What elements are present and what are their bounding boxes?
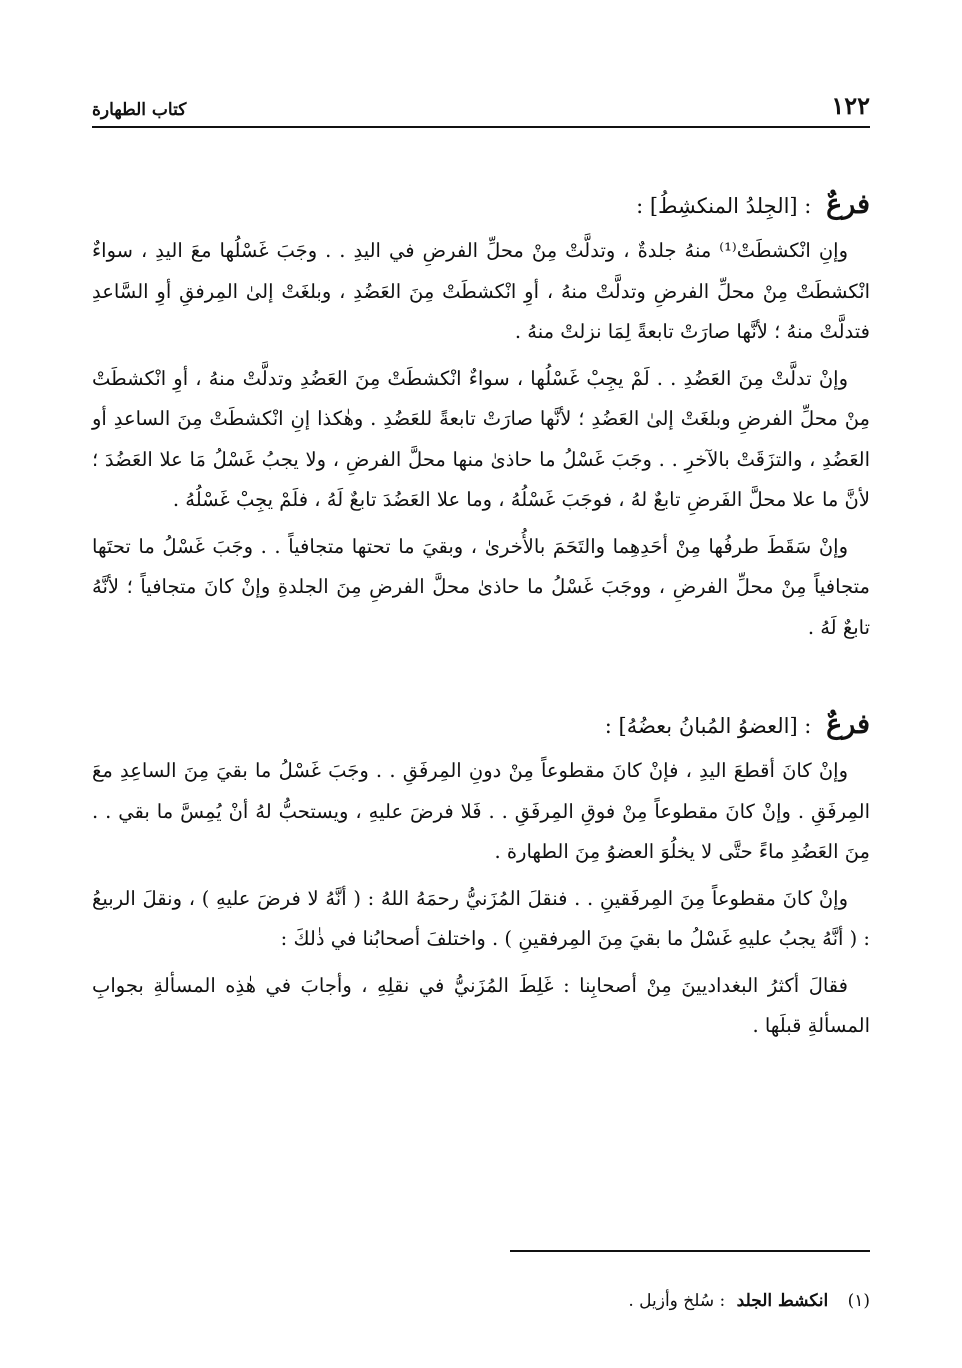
paragraph: فقالَ أكثرُ البغداديينَ مِنْ أصحابِنا : غَلِطَ المُزَنيُّ في نقلِهِ ، وأجابَ في هٰذِه المسألةِ بجوابِ المسألةِ قبلَها . <box>92 973 870 1037</box>
footnote-divider <box>510 1250 870 1252</box>
heading-label: فرعٌ <box>826 189 870 220</box>
heading-label: فرعٌ <box>826 709 870 740</box>
paragraph: وإنْ تدلَّتْ مِنَ العَضُدِ . . لَمْ يجِبْ غَسْلُها ، سواءٌ انْكشطَتْ مِنَ العَضُدِ وتدلَّتْ منهُ ، أوِ انْكشطَتْ مِنْ محلِّ الفرضِ وبلغَتْ إلىٰ العَضُدِ ؛ لأنَّها صارَتْ تابعةً للعَضُدِ . وهٰكذا إنِ انْكشطَتْ مِنَ الساعدِ أو العَضُدِ ، والتزَقَتْ بالآخرِ . . وجَبَ غَسْلُ ما حاذىٰ منها محلَّ الفرضِ ، ولا يجبُ غَسْلُ مَا علا العَضُدَ ؛ لأنَّ ما علا محلَّ الفَرضِ تابعٌ لهُ ، فوجَبَ غَسْلُهُ ، وما علا العَضُدَ تابعٌ لَهُ ، فلَمْ يجِبْ غَسْلُهُ . <box>92 366 871 511</box>
page-header <box>92 88 870 128</box>
running-title: كتاب الطهارة <box>92 100 187 120</box>
section-heading <box>92 180 870 231</box>
section-detached-skin <box>92 180 870 648</box>
footnote-definition: : سُلخ وأزيل . <box>628 1291 726 1311</box>
section-heading <box>92 700 870 751</box>
paragraph: وإنْ كانَ أقطعَ اليدِ ، فإنْ كانَ مقطوعاً مِنْ دونِ المِرفَقِ . . وجَبَ غَسْلُ ما بقيَ مِنَ الساعِدِ معَ المِرفَقِ . وإنْ كانَ مقطوعاً مِنْ فوقِ المِرفَقِ . . فَلا فرضَ عليهِ ، ويستحبُّ لهُ أنْ يُمِسَّ ما بقي . . مِنَ العَضُدِ ماءً حتَّى لا يخلُوَ العضوُ مِنَ الطهارة . <box>92 759 870 863</box>
section-severed-limb <box>92 700 870 1047</box>
heading-title: : [العضوُ المُبانُ بعضُهُ] : <box>604 714 812 738</box>
footnote-number: (١) <box>847 1291 870 1311</box>
paragraph: وإنْ كانَ مقطوعاً مِنَ المِرفَقينِ . . فنقلَ المُزَنيُّ رحمَهُ اللهُ : ( أنَّهُ لا فرضَ عليهِ ) ، ونقلَ الربيعُ : ( أنَّهُ يجبُ عليهِ غَسْلُ ما بقيَ مِنَ المِرفقينِ ) . واختلفَ أصحابُنا في ذٰلكَ : <box>92 886 870 950</box>
page-number: ١٢٢ <box>831 91 870 120</box>
main-text <box>92 180 870 1053</box>
footnote <box>170 1288 870 1314</box>
footnote-term: انكشط الجلد <box>736 1291 829 1311</box>
heading-title: : [الجِلدُ المنكشِطُ] : <box>636 194 812 218</box>
paragraph: وإنْ سَقَطَ طرفُها مِنْ أحَدِهِما والتَحَمَ بالأُخرىٰ ، وبقيَ ما تحتها متجافياً . . وجَبَ غَسْلُ ما تحتَها متجافياً مِنْ محلِّ الفرضِ ، ووجَبَ غَسْلُ ما حاذىٰ محلَّ الفرضِ مِنَ الجلدةِ وإنْ كانَ متجافياً ؛ لأنَّهُ تابعٌ لَهُ . <box>92 534 870 639</box>
paragraph: وإنِ انْكشطَتْ⁽¹⁾ منهُ جلدةٌ ، وتدلَّتْ مِنْ محلِّ الفرضِ في اليدِ . . وجَبَ غَسْلُها معَ اليدِ ، سواءٌ انْكشطَتْ مِنْ محلِّ الفرضِ وتدلَّتْ منهُ ، أوِ انْكشطَتْ مِنَ العَضُدِ ، وبلغَتْ إلىٰ المِرفقِ أوِ السَّاعدِ فتدلَّتْ منهُ ؛ لأنَّها صارَتْ تابعةً لِمَا نزلتْ منهُ . <box>92 239 870 343</box>
